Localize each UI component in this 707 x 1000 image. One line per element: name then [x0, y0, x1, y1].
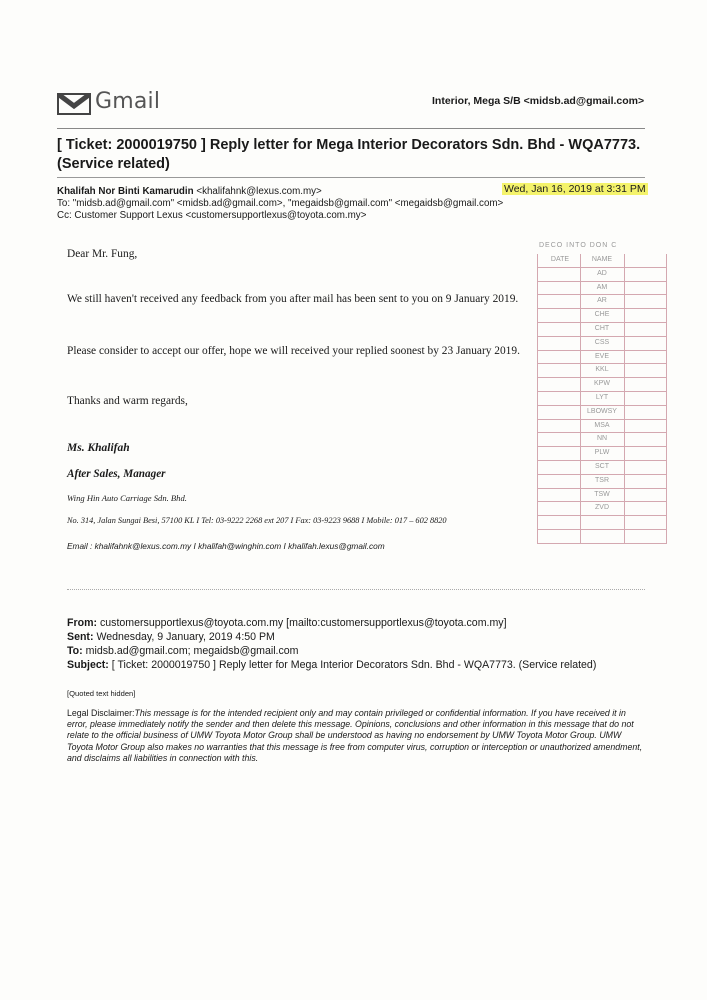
fwd-subject — [67, 659, 596, 672]
closing: Thanks and warm regards, — [67, 395, 188, 407]
email-subject — [57, 136, 647, 174]
stamp-row — [538, 489, 666, 503]
fwd-to-label: To: — [67, 645, 83, 657]
signature-company: Wing Hin Auto Carriage Sdn. Bhd. — [67, 493, 187, 503]
stamp-row — [538, 378, 666, 392]
stamp-initials: TSR — [595, 476, 609, 484]
fwd-from-value: customersupportlexus@toyota.com.my [mailto:customersupportlexus@toyota.com.my] — [99, 617, 507, 629]
signature-title: After Sales, Manager — [67, 468, 166, 480]
fwd-to — [67, 645, 299, 658]
stamp-initials: TSW — [594, 490, 610, 498]
stamp-row — [538, 420, 666, 434]
email-date: Wed, Jan 16, 2019 at 3:31 PM — [504, 183, 646, 195]
stamp-row — [538, 268, 666, 282]
stamp-row — [538, 516, 666, 530]
stamp-row — [538, 295, 666, 309]
gmail-logo-icon — [57, 93, 91, 115]
stamp-initials: CSS — [594, 338, 610, 346]
forward-separator — [67, 589, 645, 590]
stamp-row — [538, 337, 666, 351]
stamp-initials: PLW — [594, 449, 610, 457]
gmail-logo-text: Gmail — [95, 89, 161, 114]
signature-name: Ms. Khalifah — [67, 442, 130, 454]
stamp-row — [538, 406, 666, 420]
fwd-from — [67, 617, 507, 630]
stamp-initials: MSA — [594, 421, 610, 429]
header-divider — [57, 128, 645, 129]
fwd-sent — [67, 631, 275, 644]
body-paragraph-1: We still haven't received any feedback from you after mail has been sent to you on 9 January 2019. — [67, 293, 519, 305]
stamp-header-name: NAME — [591, 256, 613, 263]
greeting: Dear Mr. Fung, — [67, 248, 138, 260]
stamp-initials: CHT — [594, 324, 610, 332]
stamp-initials: KPW — [594, 380, 610, 388]
stamp-initials: KKL — [595, 366, 609, 374]
stamp-row — [538, 351, 666, 365]
legal-text: This message is for the intended recipient only and may contain privileged or confidential information. If you have received it in error, please immediately notify the sender and then delete this message. Opinions, conclusions and other information in this message that do not relate to the official business of UMW Toyota Motor Group shall be understood as having no endorsement by UMW Toyota Motor Group. UMW Toyota Motor Group also makes no warranties that this message is free from computer virus, corruption or interception or unauthorized amendment, and disclaims all liabilities in connection with this. — [67, 708, 643, 763]
legal-label: Legal Disclaimer: — [67, 708, 135, 718]
stamp-initials: EVE — [594, 352, 609, 360]
stamp-row — [538, 502, 666, 516]
stamp-table — [537, 254, 667, 544]
fwd-subject-value: [ Ticket: 2000019750 ] Reply letter for Mega Interior Decorators Sdn. Bhd - WQA7773. (Service related) — [111, 659, 597, 671]
stamp-header-date: DATE — [550, 256, 570, 263]
quoted-text-hidden[interactable]: [Quoted text hidden] — [67, 689, 136, 698]
stamp-initials: LYT — [595, 393, 609, 401]
stamp-row — [538, 475, 666, 489]
stamp-row — [538, 461, 666, 475]
stamp-row — [538, 392, 666, 406]
subject-line-2: (Service related) — [57, 156, 170, 172]
stamp-row — [538, 323, 666, 337]
stamp-initials: NN — [596, 435, 608, 443]
stamp-initials: LBOWSY — [587, 407, 617, 415]
to-line: To: "midsb.ad@gmail.com" <midsb.ad@gmail.com>, "megaidsb@gmail.com" <megaidsb@gmail.com> — [57, 198, 504, 209]
sender-line — [57, 186, 322, 198]
stamp-header-row — [538, 254, 666, 268]
stamp-initials: ZVD — [595, 504, 609, 512]
stamp-row — [538, 433, 666, 447]
sender-email: <khalifahnk@lexus.com.my> — [196, 186, 322, 197]
stamp-initials: SCT — [595, 462, 609, 470]
fwd-to-value: midsb.ad@gmail.com; megaidsb@gmail.com — [85, 645, 299, 657]
stamp-row — [538, 530, 666, 544]
subject-line-1: [ Ticket: 2000019750 ] Reply letter for Mega Interior Decorators Sdn. Bhd - WQA7773. — [57, 137, 641, 153]
sender-name: Khalifah Nor Binti Kamarudin — [57, 186, 194, 197]
signature-address: No. 314, Jalan Sungai Besi, 57100 KL I Tel: 03-9222 2268 ext 207 I Fax: 03-9223 9688 I Mobile: 017 – 602 8820 — [67, 516, 447, 525]
stamp-row — [538, 309, 666, 323]
legal-disclaimer — [67, 708, 647, 764]
fwd-from-label: From: — [67, 617, 98, 629]
stamp-initials: CHE — [594, 311, 610, 319]
subject-divider — [57, 177, 645, 178]
account-label: Interior, Mega S/B <midsb.ad@gmail.com> — [432, 95, 645, 107]
fwd-subject-label: Subject: — [67, 659, 109, 671]
body-paragraph-2: Please consider to accept our offer, hope we will received your replied soonest by 23 January 2019. — [67, 345, 520, 357]
cc-line: Cc: Customer Support Lexus <customersupportlexus@toyota.com.my> — [57, 210, 367, 221]
stamp-title: DECO INTO DON C — [539, 242, 618, 249]
fwd-sent-label: Sent: — [67, 631, 94, 643]
stamp-initials: AD — [597, 269, 607, 277]
stamp-row — [538, 447, 666, 461]
stamp-row — [538, 364, 666, 378]
signature-email: Email : khalifahnk@lexus.com.my I khalifah@winghin.com I khalifah.lexus@gmail.com — [67, 541, 385, 551]
stamp-initials: AM — [596, 283, 608, 291]
fwd-sent-value: Wednesday, 9 January, 2019 4:50 PM — [96, 631, 275, 643]
stamp-initials: AR — [597, 297, 607, 305]
stamp-row — [538, 282, 666, 296]
